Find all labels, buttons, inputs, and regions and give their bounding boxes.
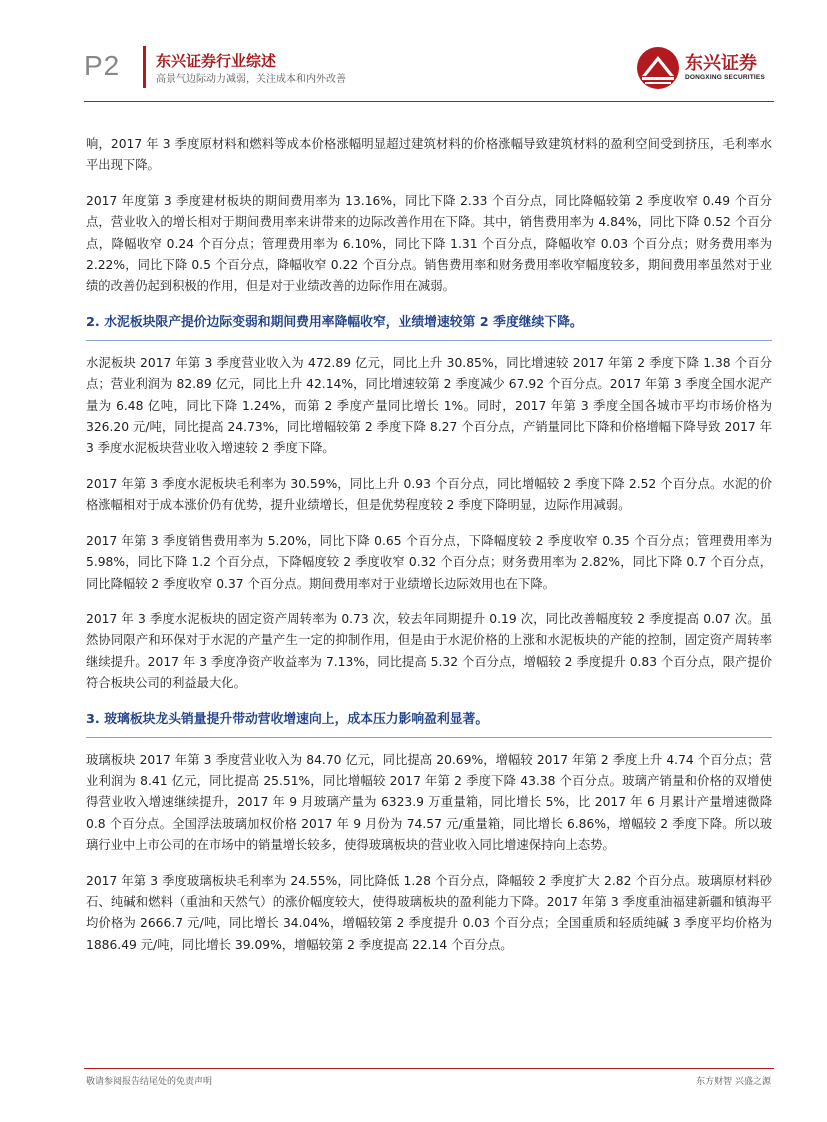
footer-rule <box>84 1068 774 1069</box>
paragraph: 2017 年第 3 季度水泥板块毛利率为 30.59%，同比上升 0.93 个百分点，同比增幅较 2 季度下降 2.52 个百分点。水泥的价格涨幅相对于成本涨价仍有优势，提升业绩增长，但是优势程度较 2 季度下降明显，边际作用减弱。 <box>86 476 772 513</box>
footer-slogan: 东方财智 兴盛之源 <box>696 1077 771 1087</box>
paragraph: 2017 年第 3 季度销售费用率为 5.20%，同比下降 0.65 个百分点，下降幅度较 2 季度收窄 0.35 个百分点；管理费用率为 5.98%，同比下降 1.2 个百分点，下降幅度较 2 季度收窄 0.32 个百分点；财务费用率为 2.82%，同比下降 0.7 个百分点，同比降幅较 2 季度收窄 0.37 个百分点。期间费用率对于业绩增长边际效用也在下降。 <box>86 533 772 591</box>
footer-disclaimer: 敬请参阅报告结尾处的免责声明 <box>86 1077 213 1087</box>
paragraph: 玻璃板块 2017 年第 3 季度营业收入为 84.70 亿元，同比提高 20.69%，增幅较 2017 年第 2 季度上升 4.74 个百分点；营业利润为 8.41 亿元，同比提高 25.51%，同比增幅较 2017 年第 2 季度下降 43.38 个百分点。玻璃产销量和价格的双增使得营业收入增速继续提升，2017 年 9 月玻璃产量为 6323.9 万重量箱，同比增长 5%，比 2017 年 6 月累计产量增速微降 0.8 个百分点。全国浮法玻璃加权价格 2017 年 9 月份为 74.57 元/重量箱，同比增长 6.86%，增幅较 2 季度下降。所以玻璃行业中上市公司的在市场中的销量增长较多，使得玻璃板块的营业收入同比增速保持向上态势。 <box>86 752 772 853</box>
page-number: P2 <box>84 50 121 81</box>
report-series-title: 东兴证券行业综述 <box>156 52 277 70</box>
logo-text: 东兴证券 <box>685 53 757 74</box>
paragraph: 水泥板块 2017 年第 3 季度营业收入为 472.89 亿元，同比上升 30.85%，同比增速较 2017 年第 2 季度下降 1.38 个百分点；营业利润为 82.89 亿元，同比上升 42.14%，同比增速较第 2 季度减少 67.92 个百分点。2017 年第 3 季度全国水泥产量为 6.48 亿吨，同比下降 1.24%，而第 2 季度产量同比增长 1%。同时，2017 年第 3 季度全国各城市平均市场价格为 326.20 元/吨，同比提高 24.73%，同比增幅较第 2 季度下降 8.27 个百分点，产销量同比下降和价格增幅下降导致 2017 年 3 季度水泥板块营业收入增速较 2 季度下降。 <box>86 355 772 456</box>
page-header <box>0 0 827 100</box>
section-heading: 3. 玻璃板块龙头销量提升带动营收增速向上，成本压力影响盈利显著。 <box>86 709 772 738</box>
logo-english-text: DONGXING SECURITIES <box>685 74 766 81</box>
report-subtitle: 高景气边际动力减弱，关注成本和内外改善 <box>156 74 346 85</box>
paragraph: 2017 年第 3 季度玻璃板块毛利率为 24.55%，同比降低 1.28 个百分点，降幅较 2 季度扩大 2.82 个百分点。玻璃原材料砂石、纯碱和燃料（重油和天然气）的涨价幅度较大，使得玻璃板块的盈利能力下降。2017 年第 3 季度重油福建新疆和镇海平均价格为 2666.7 元/吨，同比增长 34.04%，增幅较第 2 季度提升 0.03 个百分点；全国重质和轻质纯碱 3 季度平均价格为 1886.49 元/吨，同比增长 39.09%，增幅较第 2 季度提高 22.14 个百分点。 <box>86 873 772 952</box>
paragraph: 2017 年度第 3 季度建材板块的期间费用率为 13.16%，同比下降 2.33 个百分点，同比降幅较第 2 季度收窄 0.49 个百分点，营业收入的增长相对于期间费用率来讲带来的边际改善作用在下降。其中，销售费用率为 4.84%，同比下降 0.52 个百分点，降幅收窄 0.24 个百分点；管理费用率为 6.10%，同比下降 1.31 个百分点，降幅收窄 0.03 个百分点；财务费用率为 2.22%，同比下降 0.5 个百分点，降幅收窄 0.22 个百分点。销售费用率和财务费用率收窄幅度较多，期间费用率虽然对于业绩的改善仍起到积极的作用，但是对于业绩改善的边际作用在减弱。 <box>86 193 772 294</box>
header-divider-bar <box>143 46 146 88</box>
paragraph: 响，2017 年 3 季度原材料和燃料等成本价格涨幅明显超过建筑材料的价格涨幅导致建筑材料的盈利空间受到挤压，毛利率水平出现下降。 <box>86 137 772 173</box>
section-heading: 2. 水泥板块限产提价边际变弱和期间费用率降幅收窄，业绩增速较第 2 季度继续下降。 <box>86 312 772 341</box>
header-rule <box>84 101 774 102</box>
logo-emblem-icon <box>636 46 680 90</box>
report-body <box>86 134 772 970</box>
paragraph: 2017 年 3 季度水泥板块的固定资产周转率为 0.73 次，较去年同期提升 0.19 次，同比改善幅度较 2 季度提高 0.07 次。虽然协同限产和环保对于水泥的产量产生一定的抑制作用，但是由于水泥价格的上涨和水泥板块的产能的控制，固定资产周转率继续提升。2017 年 3 季度净资产收益率为 7.13%，同比提高 5.32 个百分点，增幅较 2 季度提升 0.83 个百分点，限产提价符合板块公司的利益最大化。 <box>86 611 772 691</box>
company-logo <box>636 44 776 94</box>
